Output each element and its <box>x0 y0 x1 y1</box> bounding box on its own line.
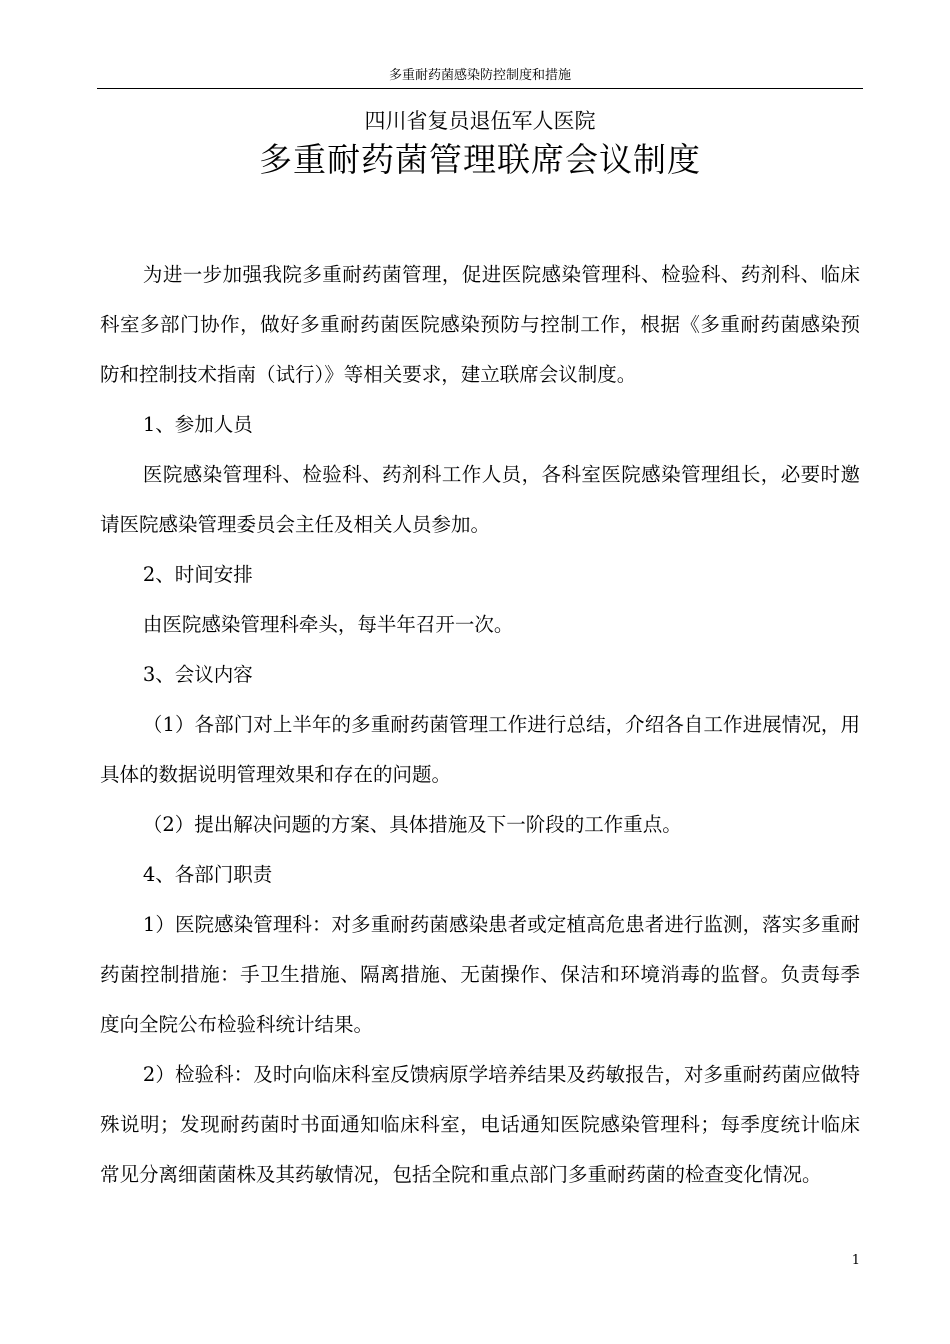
document-title: 多重耐药菌管理联席会议制度 <box>259 140 701 179</box>
section-heading-content: 3、会议内容 <box>142 663 253 686</box>
content-item-1: （1）各部门对上半年的多重耐药菌管理工作进行总结，介绍各自工作进展情况，用具体的数据说明管理效果和存在的问题。 <box>100 713 860 786</box>
intro-paragraph: 为进一步加强我院多重耐药菌管理，促进医院感染管理科、检验科、药剂科、临床科室多部门协作，做好多重耐药菌医院感染预防与控制工作，根据《多重耐药菌感染预防和控制技术指南（试行）》等相关要求，建立联席会议制度。 <box>100 263 860 386</box>
header-rule <box>97 88 863 89</box>
section-heading-schedule: 2、时间安排 <box>142 563 253 586</box>
page-number: 1 <box>851 1253 860 1268</box>
duty-laboratory: 2）检验科：及时向临床科室反馈病原学培养结果及药敏报告，对多重耐药菌应做特殊说明；发现耐药菌时书面通知临床科室，电话通知医院感染管理科；每季度统计临床常见分离细菌菌株及其药敏情况，包括全院和重点部门多重耐药菌的检查变化情况。 <box>100 1063 860 1186</box>
content-item-2: （2）提出解决问题的方案、具体措施及下一阶段的工作重点。 <box>142 813 682 836</box>
document-body <box>100 250 860 1200</box>
participants-paragraph: 医院感染管理科、检验科、药剂科工作人员，各科室医院感染管理组长，必要时邀请医院感染管理委员会主任及相关人员参加。 <box>100 463 860 536</box>
section-heading-participants: 1、参加人员 <box>142 413 253 436</box>
running-header: 多重耐药菌感染防控制度和措施 <box>388 68 571 83</box>
schedule-paragraph: 由医院感染管理科牵头，每半年召开一次。 <box>142 613 514 636</box>
hospital-name: 四川省复员退伍军人医院 <box>364 109 596 133</box>
section-heading-duties: 4、各部门职责 <box>142 863 273 886</box>
duty-infection-control: 1）医院感染管理科：对多重耐药菌感染患者或定植高危患者进行监测，落实多重耐药菌控制措施：手卫生措施、隔离措施、无菌操作、保洁和环境消毒的监督。负责每季度向全院公布检验科统计结果。 <box>100 913 860 1036</box>
